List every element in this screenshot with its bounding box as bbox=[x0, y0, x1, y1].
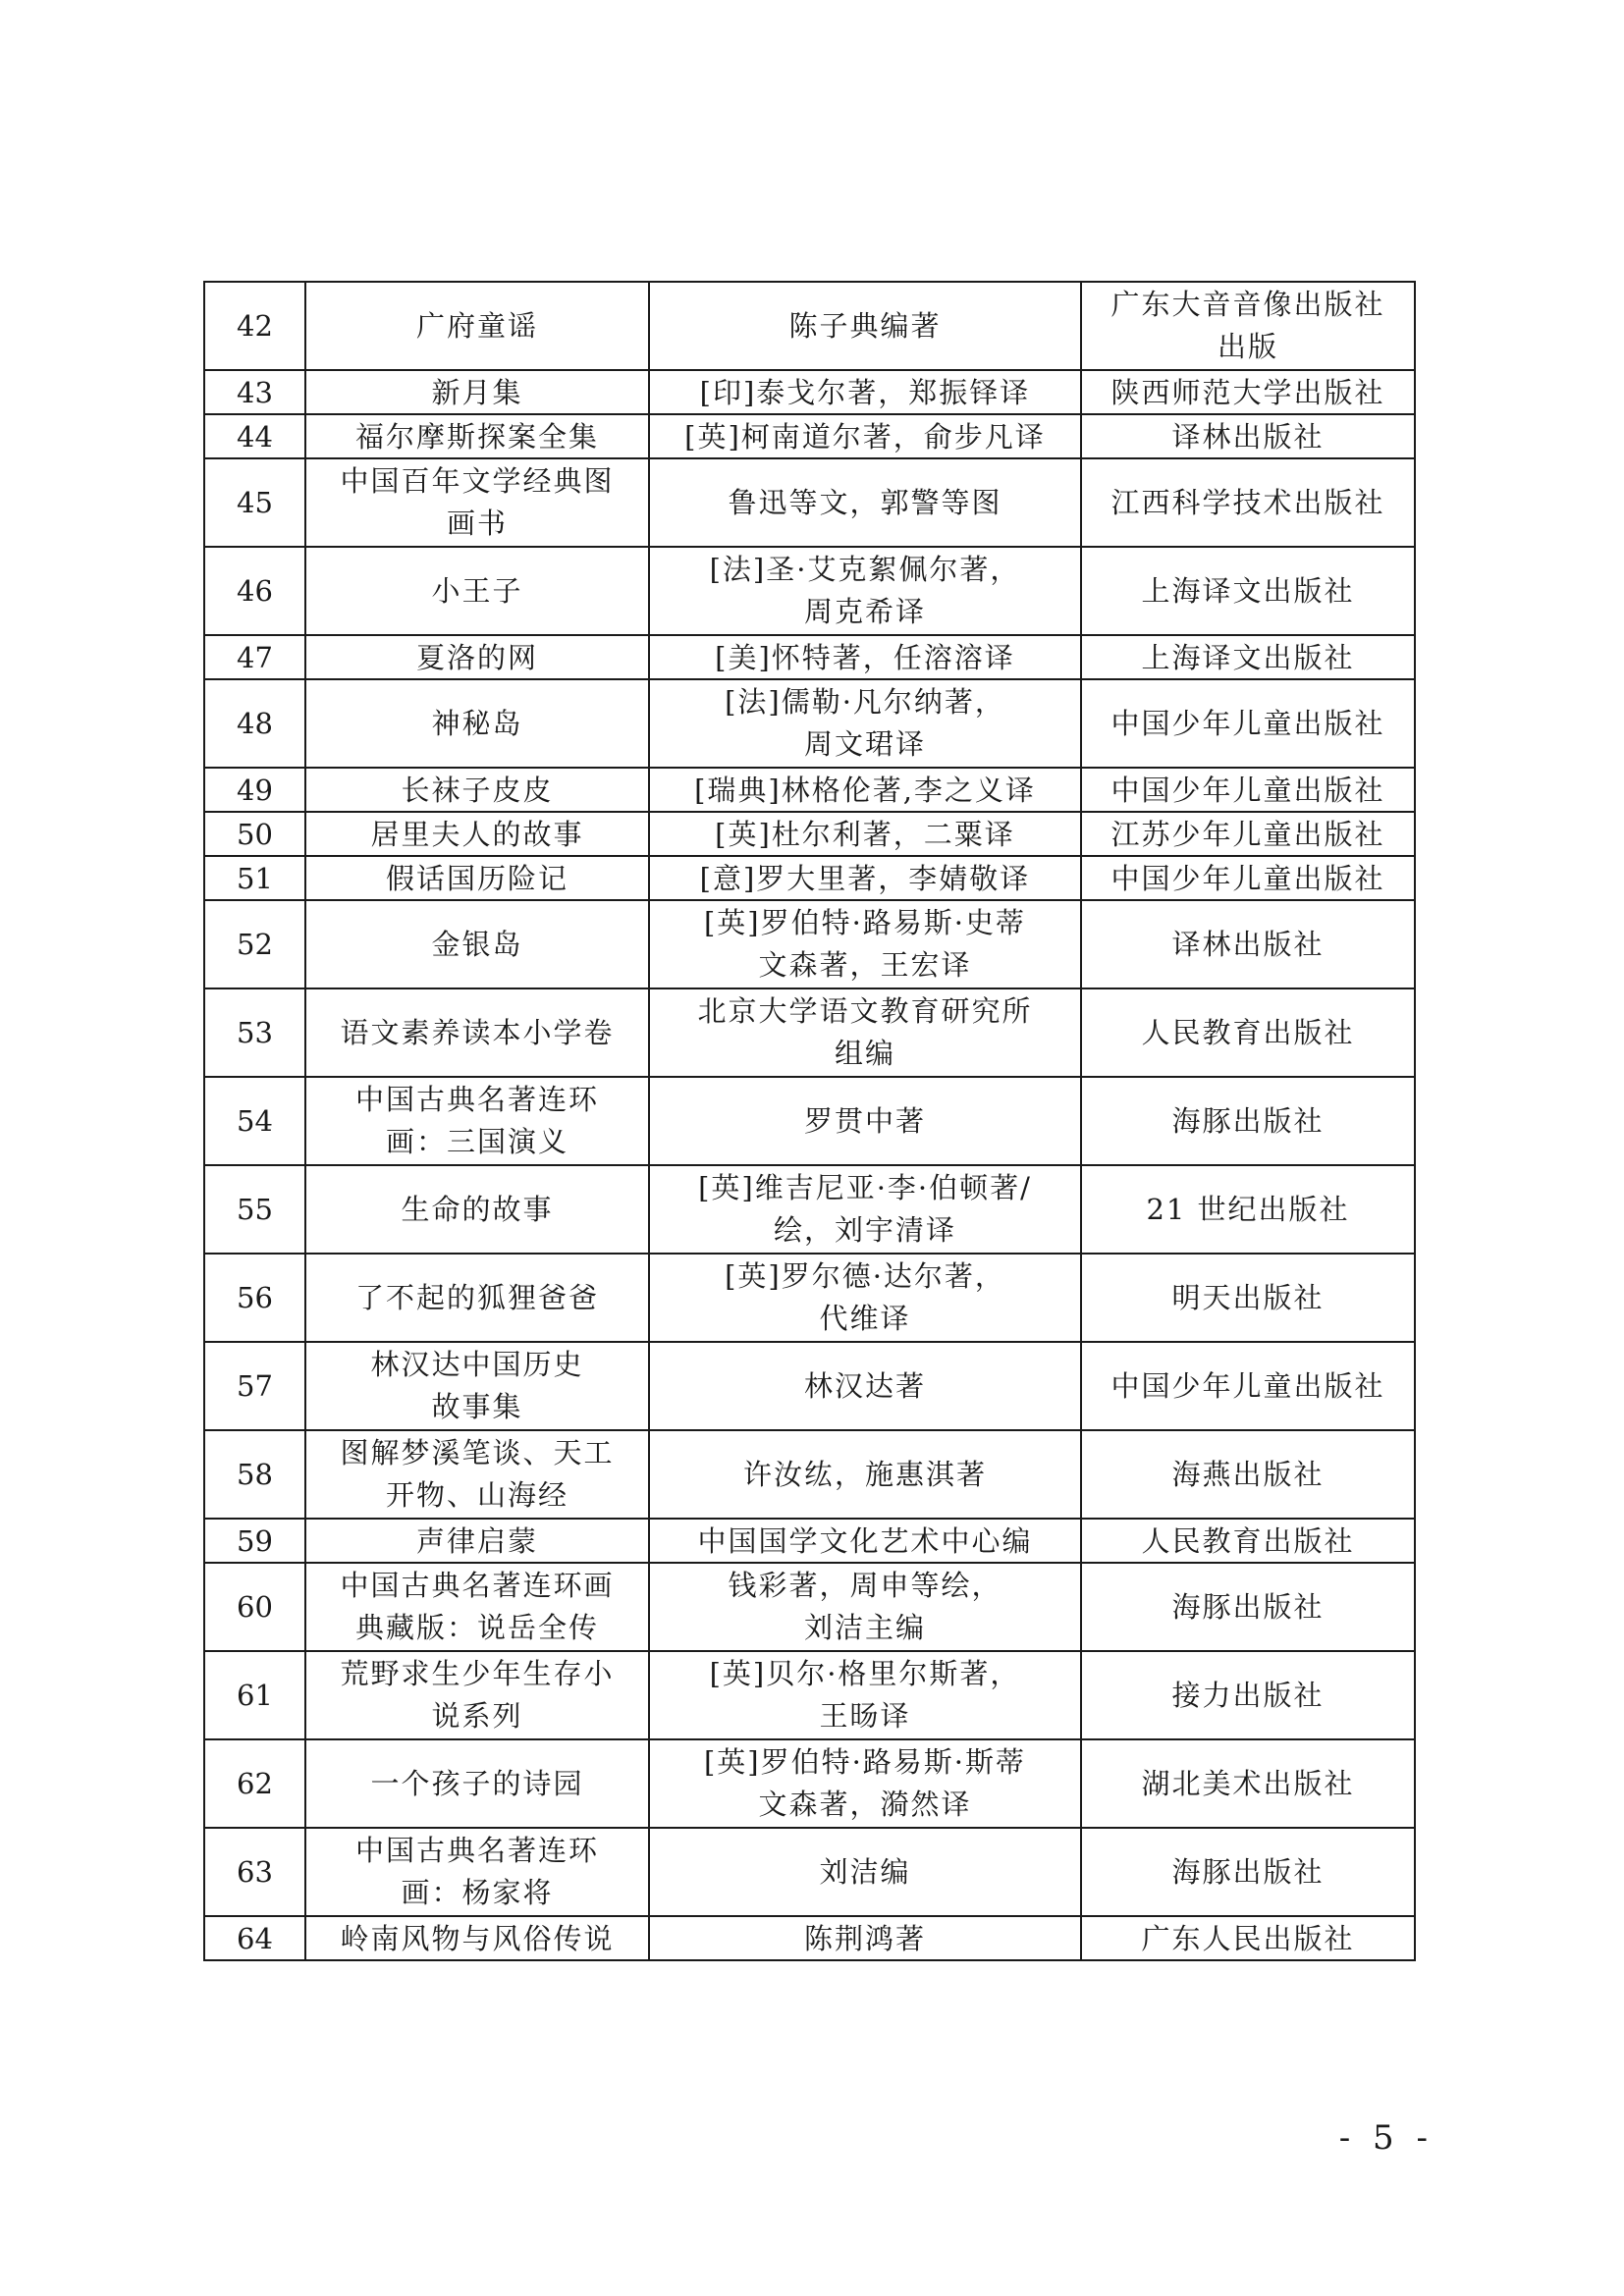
table-row bbox=[204, 547, 1415, 635]
book-title-line: 典藏版：说岳全传 bbox=[354, 1611, 599, 1644]
book-publisher-cell bbox=[1081, 856, 1415, 900]
book-author-line: 钱彩著，周申等绘， bbox=[728, 1569, 1002, 1602]
book-number-cell: 62 bbox=[204, 1739, 305, 1828]
book-author-line: [英]维吉尼亚·李·伯顿著/ bbox=[698, 1171, 1032, 1204]
book-title-cell bbox=[305, 679, 649, 768]
table-row bbox=[204, 414, 1415, 458]
book-title-cell bbox=[305, 1254, 649, 1342]
book-title-cell bbox=[305, 1828, 649, 1916]
book-publisher-line: 海豚出版社 bbox=[1171, 1103, 1325, 1138]
book-title-line: 居里夫人的故事 bbox=[370, 817, 584, 851]
book-author-line: 绘，刘宇清译 bbox=[773, 1213, 956, 1247]
book-publisher-line: 出版 bbox=[1217, 330, 1278, 363]
book-author-cell bbox=[649, 1254, 1081, 1342]
book-publisher-cell bbox=[1081, 1739, 1415, 1828]
book-author-line: [英]罗伯特·路易斯·斯蒂 bbox=[703, 1745, 1027, 1779]
book-number-cell: 61 bbox=[204, 1651, 305, 1739]
book-author-cell bbox=[649, 1916, 1081, 1960]
book-author-line: 林汉达著 bbox=[803, 1368, 926, 1403]
book-number-cell: 42 bbox=[204, 282, 305, 370]
book-title-line: 语文素养读本小学卷 bbox=[340, 1015, 615, 1049]
table-row bbox=[204, 458, 1415, 547]
book-title-line: 画书 bbox=[446, 507, 508, 540]
book-author-line: [英]罗尔德·达尔著， bbox=[725, 1259, 1005, 1293]
book-publisher-cell bbox=[1081, 812, 1415, 856]
book-title-cell bbox=[305, 1916, 649, 1960]
book-title-line: 说系列 bbox=[431, 1699, 523, 1733]
book-number-cell: 58 bbox=[204, 1430, 305, 1519]
book-title-cell bbox=[305, 1077, 649, 1165]
book-title-cell bbox=[305, 1165, 649, 1254]
book-publisher-cell bbox=[1081, 900, 1415, 988]
table-row bbox=[204, 1828, 1415, 1916]
book-title-cell bbox=[305, 414, 649, 458]
book-author-cell bbox=[649, 370, 1081, 414]
book-number-cell: 63 bbox=[204, 1828, 305, 1916]
book-title-cell bbox=[305, 458, 649, 547]
book-publisher-cell bbox=[1081, 1563, 1415, 1651]
book-publisher-line: 明天出版社 bbox=[1171, 1280, 1325, 1314]
book-title-cell bbox=[305, 635, 649, 679]
book-publisher-cell bbox=[1081, 547, 1415, 635]
book-publisher-cell bbox=[1081, 414, 1415, 458]
book-publisher-cell bbox=[1081, 679, 1415, 768]
table-row bbox=[204, 1739, 1415, 1828]
book-publisher-cell bbox=[1081, 1165, 1415, 1254]
book-title-line: 福尔摩斯探案全集 bbox=[354, 419, 599, 454]
table-row bbox=[204, 679, 1415, 768]
book-publisher-cell bbox=[1081, 768, 1415, 812]
book-number-cell: 46 bbox=[204, 547, 305, 635]
book-author-cell bbox=[649, 1077, 1081, 1165]
book-publisher-line: 中国少年儿童出版社 bbox=[1110, 1368, 1385, 1403]
book-title-cell bbox=[305, 1563, 649, 1651]
book-title-cell bbox=[305, 1519, 649, 1563]
book-publisher-cell bbox=[1081, 1519, 1415, 1563]
book-author-line: 刘洁编 bbox=[819, 1854, 911, 1889]
book-author-cell bbox=[649, 458, 1081, 547]
book-author-cell bbox=[649, 988, 1081, 1077]
book-number-cell: 57 bbox=[204, 1342, 305, 1430]
book-title-line: 一个孩子的诗园 bbox=[370, 1766, 584, 1800]
book-author-cell bbox=[649, 1563, 1081, 1651]
book-publisher-line: 湖北美术出版社 bbox=[1141, 1766, 1355, 1800]
book-author-line: 北京大学语文教育研究所 bbox=[697, 994, 1033, 1028]
book-author-line: 周文珺译 bbox=[803, 727, 926, 761]
book-number-cell: 55 bbox=[204, 1165, 305, 1254]
book-title-line: 金银岛 bbox=[431, 927, 523, 961]
book-publisher-line: 上海译文出版社 bbox=[1141, 573, 1355, 608]
book-author-line: 文森著，王宏译 bbox=[758, 948, 972, 982]
book-publisher-cell bbox=[1081, 370, 1415, 414]
book-author-line: [法]儒勒·凡尔纳著， bbox=[725, 685, 1005, 719]
book-publisher-cell bbox=[1081, 282, 1415, 370]
book-author-line: [英]杜尔利著，二粟译 bbox=[715, 817, 1015, 851]
book-number-cell: 52 bbox=[204, 900, 305, 988]
book-author-cell bbox=[649, 635, 1081, 679]
book-title-line: 图解梦溪笔谈、天工 bbox=[340, 1436, 615, 1469]
book-number-cell: 59 bbox=[204, 1519, 305, 1563]
book-author-line: 中国国学文化艺术中心编 bbox=[697, 1523, 1033, 1558]
book-author-line: 代维译 bbox=[819, 1302, 911, 1335]
book-publisher-line: 21 世纪出版社 bbox=[1146, 1192, 1350, 1226]
book-title-line: 开物、山海经 bbox=[385, 1478, 568, 1512]
book-author-line: [英]罗伯特·路易斯·史蒂 bbox=[703, 906, 1027, 939]
book-author-line: [英]柯南道尔著，俞步凡译 bbox=[684, 419, 1046, 454]
book-title-line: 中国百年文学经典图 bbox=[340, 464, 615, 498]
book-publisher-line: 江西科学技术出版社 bbox=[1110, 485, 1385, 519]
book-publisher-line: 海豚出版社 bbox=[1171, 1854, 1325, 1889]
book-publisher-cell bbox=[1081, 1651, 1415, 1739]
book-title-line: 声律启蒙 bbox=[415, 1523, 538, 1558]
book-author-cell bbox=[649, 1828, 1081, 1916]
book-title-line: 中国古典名著连环画 bbox=[340, 1569, 615, 1602]
book-author-line: [英]贝尔·格里尔斯著， bbox=[709, 1657, 1021, 1690]
book-publisher-line: 中国少年儿童出版社 bbox=[1110, 773, 1385, 807]
book-author-cell bbox=[649, 282, 1081, 370]
book-publisher-line: 广东人民出版社 bbox=[1141, 1921, 1355, 1955]
book-publisher-line: 上海译文出版社 bbox=[1141, 640, 1355, 674]
book-publisher-line: 译林出版社 bbox=[1171, 419, 1325, 454]
book-publisher-line: 江苏少年儿童出版社 bbox=[1110, 817, 1385, 851]
book-title-cell bbox=[305, 988, 649, 1077]
table-row bbox=[204, 1916, 1415, 1960]
book-publisher-line: 陕西师范大学出版社 bbox=[1110, 375, 1385, 409]
book-title-line: 生命的故事 bbox=[401, 1192, 554, 1226]
book-title-line: 林汉达中国历史 bbox=[370, 1348, 584, 1381]
book-number-cell: 56 bbox=[204, 1254, 305, 1342]
book-publisher-line: 接力出版社 bbox=[1171, 1678, 1325, 1712]
book-author-line: 王旸译 bbox=[819, 1699, 911, 1733]
book-author-line: 鲁迅等文，郭警等图 bbox=[728, 485, 1002, 519]
table-row bbox=[204, 1430, 1415, 1519]
book-publisher-line: 人民教育出版社 bbox=[1141, 1523, 1355, 1558]
table-row bbox=[204, 988, 1415, 1077]
book-author-cell bbox=[649, 414, 1081, 458]
book-publisher-line: 海燕出版社 bbox=[1171, 1457, 1325, 1491]
table-row bbox=[204, 370, 1415, 414]
book-author-cell bbox=[649, 1342, 1081, 1430]
book-number-cell: 47 bbox=[204, 635, 305, 679]
book-number-cell: 60 bbox=[204, 1563, 305, 1651]
book-title-cell bbox=[305, 856, 649, 900]
book-title-line: 画：杨家将 bbox=[401, 1876, 554, 1909]
book-author-line: 陈荆鸿著 bbox=[803, 1921, 926, 1955]
book-author-cell bbox=[649, 547, 1081, 635]
book-title-cell bbox=[305, 1651, 649, 1739]
book-title-line: 故事集 bbox=[431, 1390, 523, 1423]
book-publisher-cell bbox=[1081, 1916, 1415, 1960]
book-title-cell bbox=[305, 1739, 649, 1828]
book-title-line: 画：三国演义 bbox=[385, 1125, 568, 1158]
book-publisher-line: 中国少年儿童出版社 bbox=[1110, 861, 1385, 895]
book-publisher-line: 海豚出版社 bbox=[1171, 1589, 1325, 1624]
book-author-cell bbox=[649, 856, 1081, 900]
book-publisher-cell bbox=[1081, 988, 1415, 1077]
book-title-line: 中国古典名著连环 bbox=[354, 1834, 599, 1867]
book-author-cell bbox=[649, 1430, 1081, 1519]
book-author-cell bbox=[649, 679, 1081, 768]
book-publisher-line: 中国少年儿童出版社 bbox=[1110, 706, 1385, 740]
book-author-line: [瑞典]林格伦著,李之义译 bbox=[694, 773, 1036, 807]
book-author-line: [意]罗大里著，李婧敬译 bbox=[699, 861, 1031, 895]
book-title-line: 广府童谣 bbox=[415, 308, 538, 343]
book-author-line: 周克希译 bbox=[803, 595, 926, 628]
book-author-cell bbox=[649, 900, 1081, 988]
book-number-cell: 54 bbox=[204, 1077, 305, 1165]
book-author-cell bbox=[649, 812, 1081, 856]
book-list-body bbox=[204, 282, 1415, 1960]
book-publisher-cell bbox=[1081, 1430, 1415, 1519]
book-number-cell: 45 bbox=[204, 458, 305, 547]
table-row bbox=[204, 812, 1415, 856]
book-publisher-line: 广东大音音像出版社 bbox=[1110, 288, 1385, 321]
book-title-line: 了不起的狐狸爸爸 bbox=[354, 1280, 599, 1314]
book-publisher-cell bbox=[1081, 1342, 1415, 1430]
table-row bbox=[204, 900, 1415, 988]
book-title-line: 夏洛的网 bbox=[415, 640, 538, 674]
book-author-line: [法]圣·艾克絮佩尔著， bbox=[709, 553, 1021, 586]
book-publisher-line: 人民教育出版社 bbox=[1141, 1015, 1355, 1049]
book-author-cell bbox=[649, 1739, 1081, 1828]
table-row bbox=[204, 282, 1415, 370]
table-row bbox=[204, 1342, 1415, 1430]
book-title-line: 新月集 bbox=[431, 375, 523, 409]
book-title-cell bbox=[305, 768, 649, 812]
book-number-cell: 50 bbox=[204, 812, 305, 856]
book-title-line: 神秘岛 bbox=[431, 706, 523, 740]
book-number-cell: 64 bbox=[204, 1916, 305, 1960]
book-number-cell: 43 bbox=[204, 370, 305, 414]
book-number-cell: 48 bbox=[204, 679, 305, 768]
book-title-line: 岭南风物与风俗传说 bbox=[340, 1921, 615, 1955]
book-title-cell bbox=[305, 900, 649, 988]
book-title-line: 小王子 bbox=[431, 573, 523, 608]
book-number-cell: 53 bbox=[204, 988, 305, 1077]
page-number: - 5 - bbox=[1338, 2118, 1434, 2158]
table-row bbox=[204, 1254, 1415, 1342]
book-title-cell bbox=[305, 282, 649, 370]
book-title-cell bbox=[305, 370, 649, 414]
book-title-line: 中国古典名著连环 bbox=[354, 1083, 599, 1116]
book-publisher-cell bbox=[1081, 1828, 1415, 1916]
book-title-line: 假话国历险记 bbox=[385, 861, 568, 895]
book-number-cell: 49 bbox=[204, 768, 305, 812]
book-author-line: 组编 bbox=[834, 1037, 895, 1070]
book-author-line: [美]怀特著，任溶溶译 bbox=[715, 640, 1015, 674]
book-author-cell bbox=[649, 1165, 1081, 1254]
book-number-cell: 44 bbox=[204, 414, 305, 458]
book-publisher-cell bbox=[1081, 458, 1415, 547]
table-row bbox=[204, 1077, 1415, 1165]
book-author-line: 刘洁主编 bbox=[803, 1611, 926, 1644]
book-author-line: 文森著，漪然译 bbox=[758, 1788, 972, 1821]
book-title-cell bbox=[305, 1430, 649, 1519]
book-author-cell bbox=[649, 1519, 1081, 1563]
book-number-cell: 51 bbox=[204, 856, 305, 900]
book-author-cell bbox=[649, 768, 1081, 812]
table-row bbox=[204, 856, 1415, 900]
book-title-cell bbox=[305, 812, 649, 856]
book-publisher-line: 译林出版社 bbox=[1171, 927, 1325, 961]
book-publisher-cell bbox=[1081, 1254, 1415, 1342]
book-title-line: 荒野求生少年生存小 bbox=[340, 1657, 615, 1690]
book-author-cell bbox=[649, 1651, 1081, 1739]
book-publisher-cell bbox=[1081, 1077, 1415, 1165]
book-author-line: [印]泰戈尔著，郑振铎译 bbox=[699, 375, 1031, 409]
book-author-line: 许汝纮，施惠淇著 bbox=[742, 1457, 987, 1491]
table-row bbox=[204, 1563, 1415, 1651]
table-row bbox=[204, 1519, 1415, 1563]
book-title-cell bbox=[305, 1342, 649, 1430]
table-row bbox=[204, 635, 1415, 679]
table-row bbox=[204, 1165, 1415, 1254]
book-list-table bbox=[203, 281, 1416, 1961]
table-row bbox=[204, 1651, 1415, 1739]
book-author-line: 陈子典编著 bbox=[788, 308, 942, 343]
book-author-line: 罗贯中著 bbox=[803, 1103, 926, 1138]
table-row bbox=[204, 768, 1415, 812]
book-title-cell bbox=[305, 547, 649, 635]
book-title-line: 长袜子皮皮 bbox=[401, 773, 554, 807]
book-publisher-cell bbox=[1081, 635, 1415, 679]
